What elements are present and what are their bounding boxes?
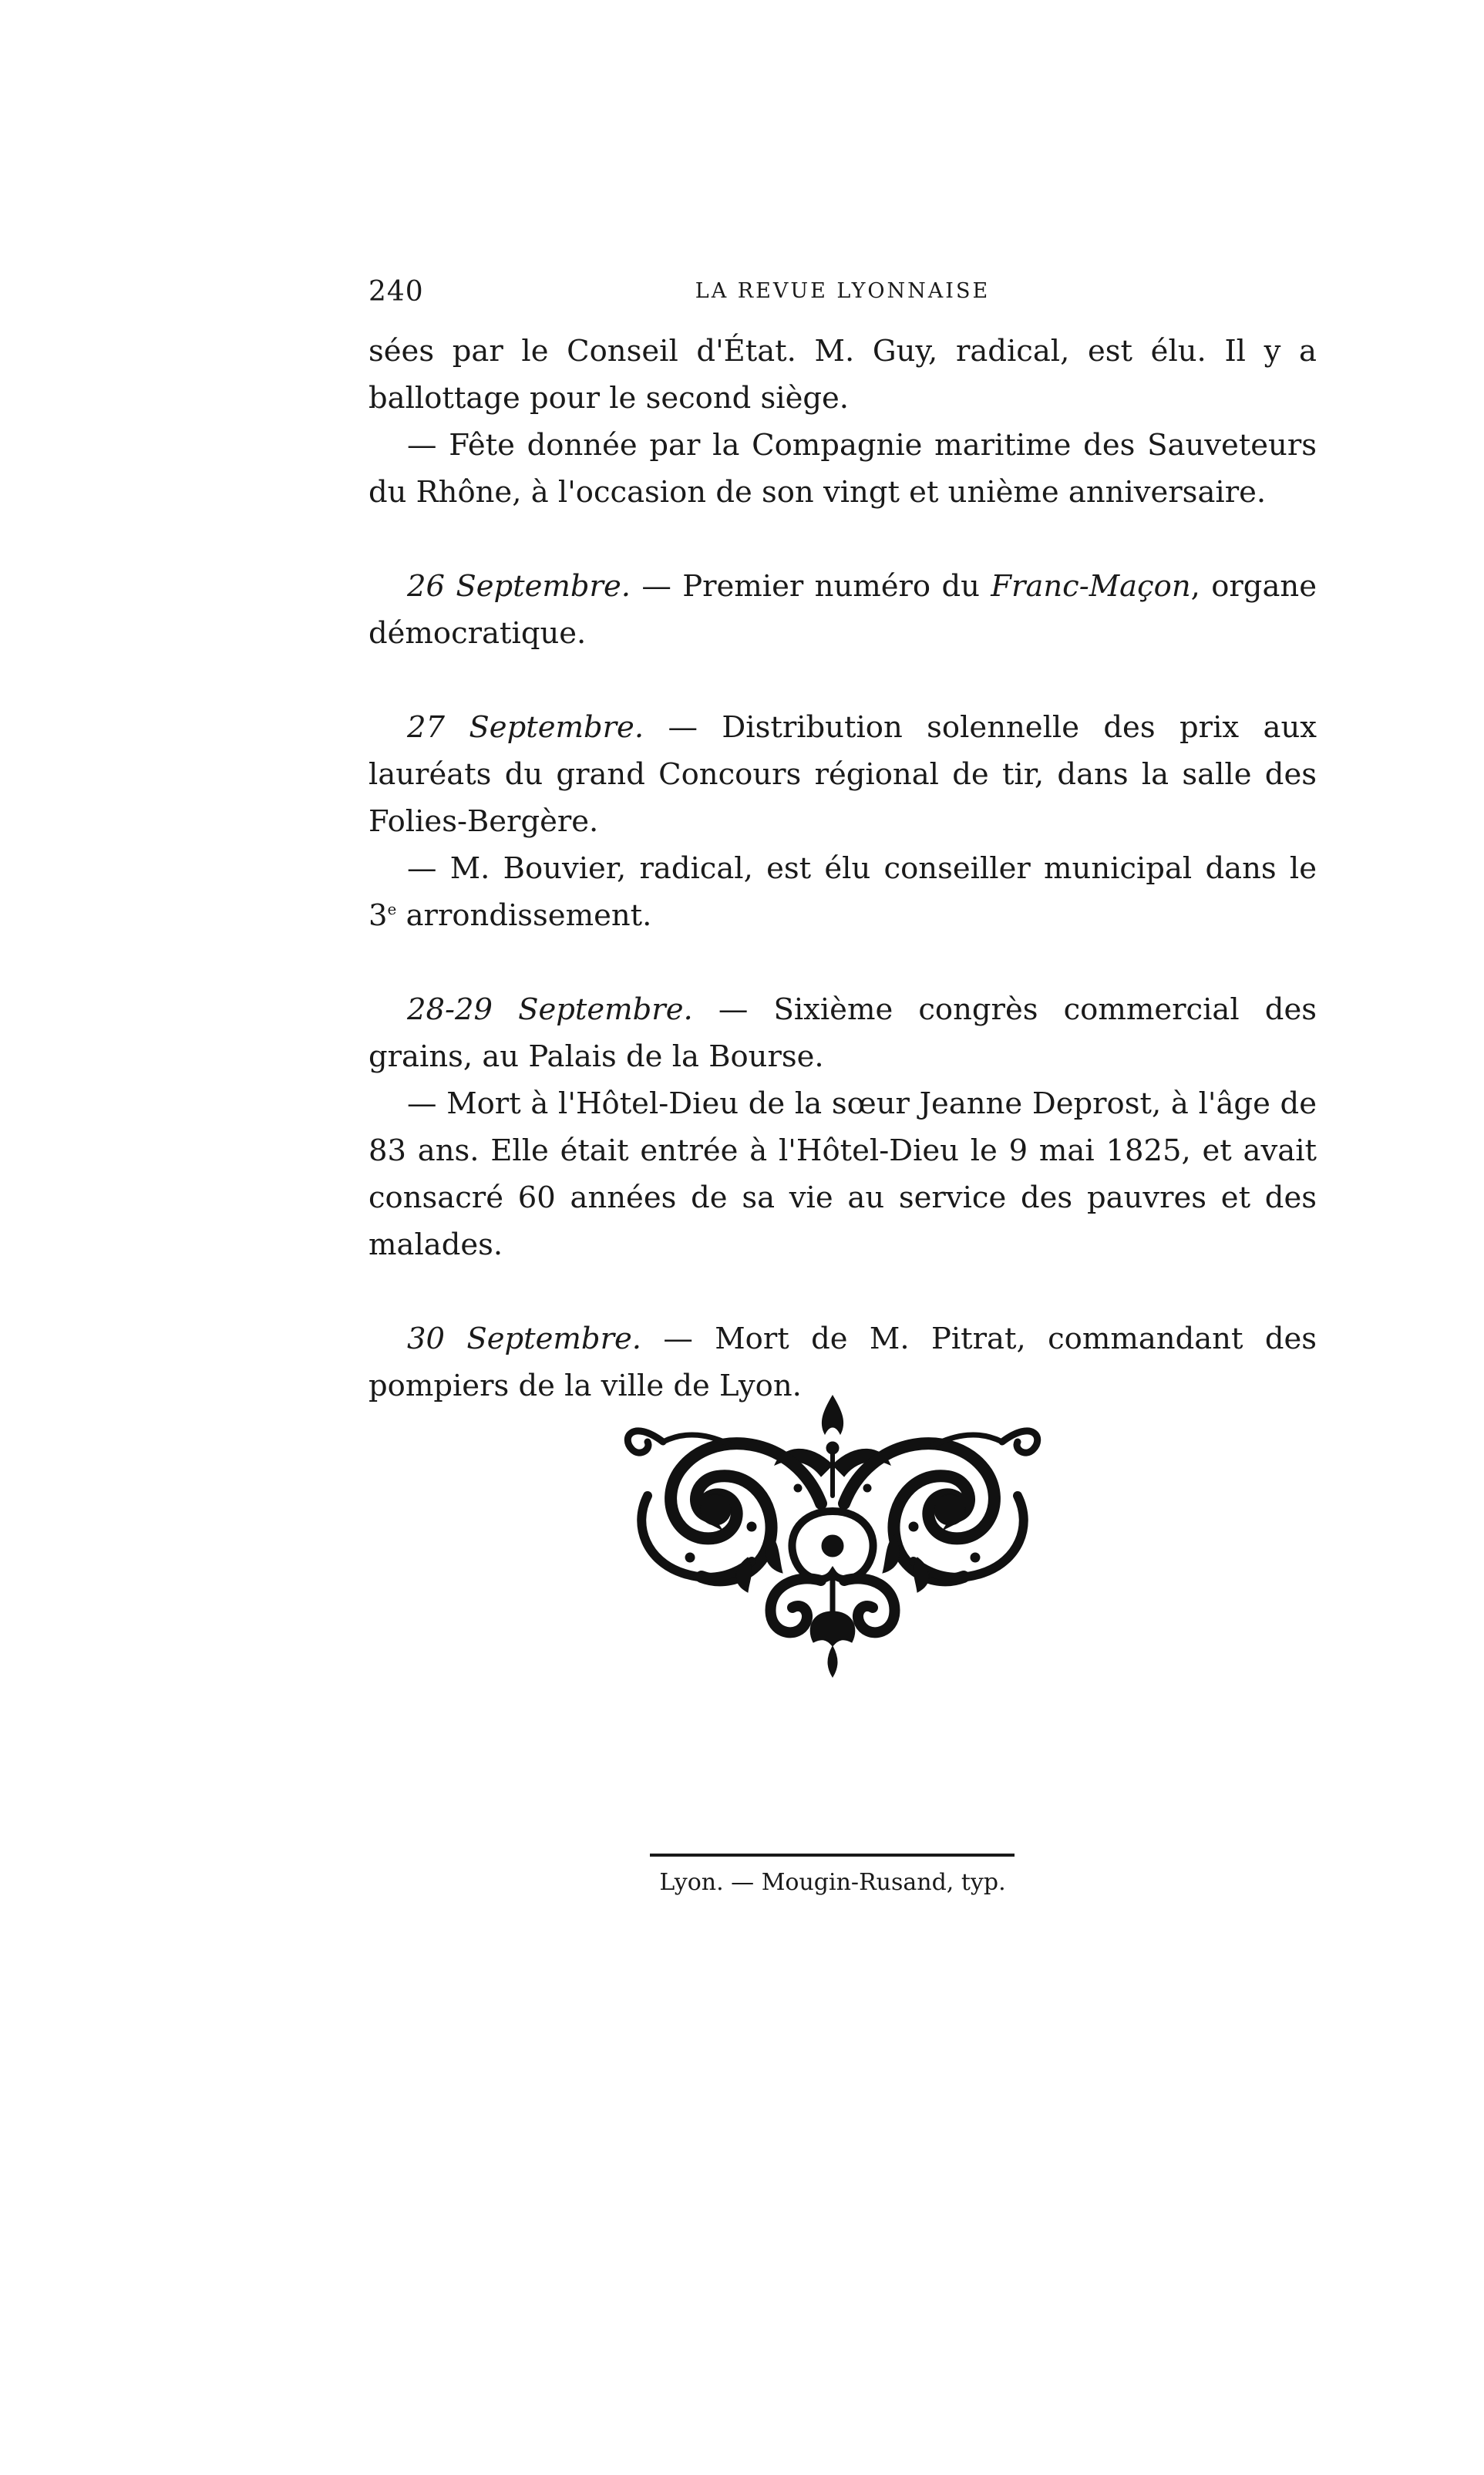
body-text bbox=[368, 328, 1317, 1409]
entry-date: 26 Septembre. bbox=[407, 569, 631, 604]
entry-date: 28-29 Septembre. bbox=[407, 992, 693, 1027]
entry-text: — Premier numéro du bbox=[630, 569, 991, 604]
footer-rule bbox=[650, 1854, 1015, 1857]
superscript: e bbox=[387, 900, 397, 918]
entry-text: , organe démocratique. bbox=[368, 569, 1317, 651]
paragraph-text: — M. Bouvier, radical, est élu conseiller municipal dans le 3 bbox=[368, 851, 1317, 933]
journal-title: Franc-Maçon bbox=[991, 569, 1191, 604]
entry-28-29-septembre bbox=[368, 986, 1317, 1080]
entry-date: 30 Septembre. bbox=[407, 1322, 642, 1356]
paragraph-text: sées par le Conseil d'État. M. Guy, radical, est élu. Il y a ballottage pour le second siège. bbox=[368, 334, 1317, 416]
running-title: LA REVUE LYONNAISE bbox=[695, 279, 991, 303]
entry-27-septembre bbox=[368, 704, 1317, 845]
entry-text: — Sixième congrès commercial des grains, au Palais de la Bourse. bbox=[368, 992, 1317, 1074]
entry-text: — Distribution solennelle des prix aux lauréats du grand Concours régional de tir, dans la salle des Folies-Bergère. bbox=[368, 710, 1317, 839]
entry-date: 27 Septembre. bbox=[407, 710, 644, 745]
paragraph-continuation bbox=[368, 328, 1317, 422]
paragraph-deprost bbox=[368, 1080, 1317, 1268]
paragraph-text: — Fête donnée par la Compagnie maritime des Sauveteurs du Rhône, à l'occasion de son vingt et unième anniversaire. bbox=[368, 428, 1317, 510]
paragraph-fete-sauveteurs bbox=[368, 422, 1317, 516]
entry-text: — Mort de M. Pitrat, commandant des pompiers de la ville de Lyon. bbox=[368, 1322, 1317, 1403]
printer-imprint: Lyon. — Mougin-Rusand, typ. bbox=[659, 1869, 1006, 1896]
entry-26-septembre bbox=[368, 563, 1317, 657]
paragraph-bouvier bbox=[368, 845, 1317, 939]
paragraph-text: arrondissement. bbox=[396, 898, 652, 933]
paragraph-text: — Mort à l'Hôtel-Dieu de la sœur Jeanne Deprost, à l'âge de 83 ans. Elle était entrée à l'Hôtel-Dieu le 9 mai 1825, et avait consacré 60 années de sa vie au service des pauvres et des malades. bbox=[368, 1086, 1317, 1262]
running-head bbox=[368, 276, 1317, 315]
page-number: 240 bbox=[368, 276, 424, 308]
floral-tailpiece-ornament-icon bbox=[617, 1380, 1048, 1689]
